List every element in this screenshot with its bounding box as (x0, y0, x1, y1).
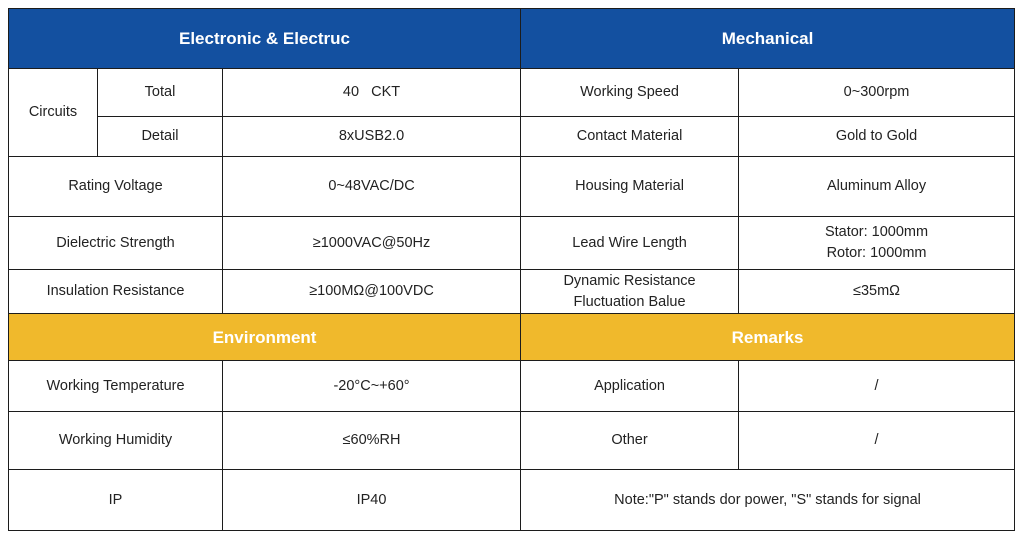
lead-wire-rotor: Rotor: 1000mm (826, 245, 927, 261)
lead-wire-stator: Stator: 1000mm (824, 224, 929, 240)
contact-material-value: Gold to Gold (739, 117, 1015, 157)
working-speed-value: 0~300rpm (739, 69, 1015, 117)
contact-material-label: Contact Material (521, 117, 739, 157)
working-temperature-label: Working Temperature (9, 361, 223, 412)
environment-header: Environment (9, 314, 521, 361)
application-value: / (739, 361, 1015, 412)
insulation-resistance-label: Insulation Resistance (9, 270, 223, 314)
insulation-resistance-value: ≥100MΩ@100VDC (223, 270, 521, 314)
remarks-header: Remarks (521, 314, 1015, 361)
total-value: 40 CKT (223, 69, 521, 117)
table-row (9, 270, 1015, 314)
table-row (9, 69, 1015, 117)
dynamic-resistance-label-line1: Dynamic Resistance (563, 272, 696, 289)
lead-wire-length-label: Lead Wire Length (521, 217, 739, 270)
circuits-label: Circuits (9, 69, 98, 157)
total-label: Total (98, 69, 223, 117)
working-humidity-label: Working Humidity (9, 412, 223, 470)
header-row-1 (9, 9, 1015, 69)
dynamic-resistance-label (521, 270, 739, 314)
other-label: Other (521, 412, 739, 470)
working-humidity-value: ≤60%RH (223, 412, 521, 470)
table-row (9, 412, 1015, 470)
dynamic-resistance-label-line2: Fluctuation Balue (573, 293, 686, 310)
dielectric-strength-label: Dielectric Strength (9, 217, 223, 270)
mechanical-header: Mechanical (521, 9, 1015, 69)
table-row (9, 117, 1015, 157)
electronic-header: Electronic & Electruc (9, 9, 521, 69)
ip-value: IP40 (223, 470, 521, 531)
working-temperature-value: -20°C~+60° (223, 361, 521, 412)
ip-label: IP (9, 470, 223, 531)
working-speed-label: Working Speed (521, 69, 739, 117)
other-value: / (739, 412, 1015, 470)
remarks-note: Note:"P" stands dor power, "S" stands for signal (521, 470, 1015, 531)
table-row (9, 361, 1015, 412)
table-row (9, 217, 1015, 270)
table-row (9, 470, 1015, 531)
dynamic-resistance-value: ≤35mΩ (739, 270, 1015, 314)
dielectric-strength-value: ≥1000VAC@50Hz (223, 217, 521, 270)
rating-voltage-value: 0~48VAC/DC (223, 157, 521, 217)
specification-table (8, 8, 1015, 531)
detail-label: Detail (98, 117, 223, 157)
housing-material-label: Housing Material (521, 157, 739, 217)
detail-value: 8xUSB2.0 (223, 117, 521, 157)
rating-voltage-label: Rating Voltage (9, 157, 223, 217)
table-row (9, 157, 1015, 217)
lead-wire-length-value (739, 217, 1015, 270)
header-row-2 (9, 314, 1015, 361)
application-label: Application (521, 361, 739, 412)
housing-material-value: Aluminum Alloy (739, 157, 1015, 217)
